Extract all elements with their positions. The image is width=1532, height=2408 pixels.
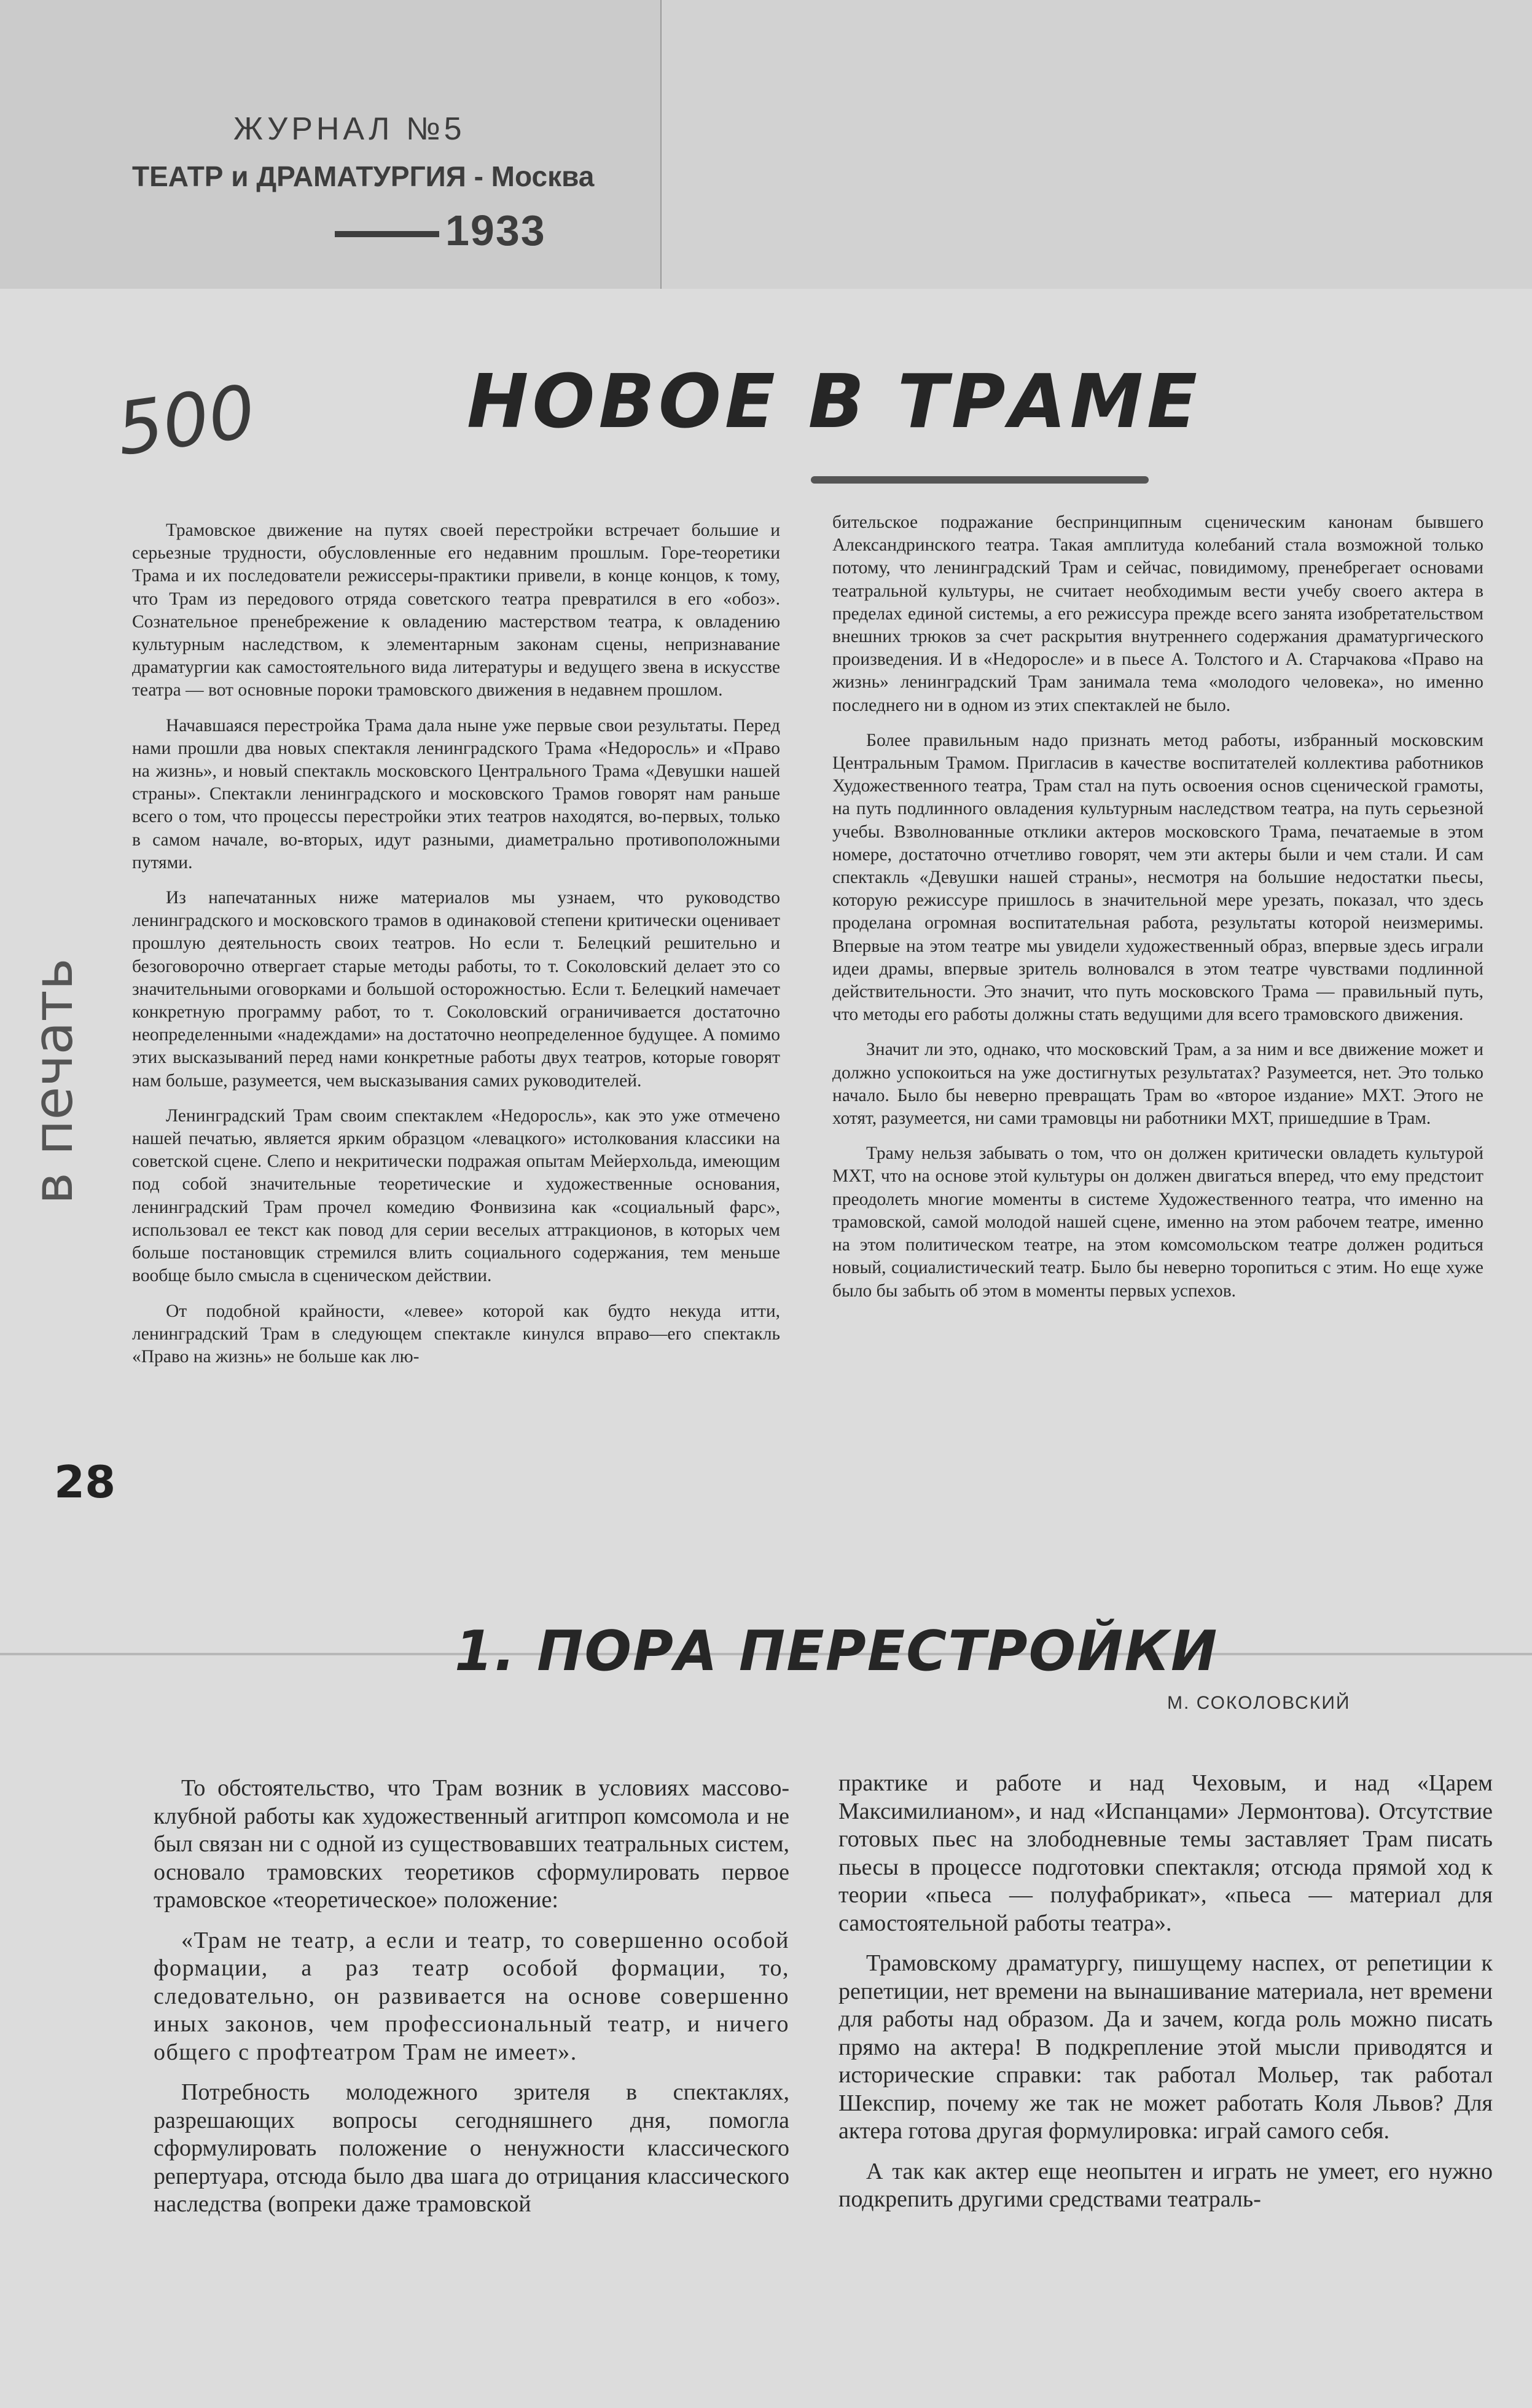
- paragraph: Потребность молодежного зрителя в спектаклях, разрешающих вопросы сегодняшнего дня, помогла сформулировать положение о ненужности классического репертуара, отсюда было два шага до отрицания классического наследства (вопреки даже трамовской: [154, 2079, 789, 2217]
- stamp-year-line: [335, 206, 546, 255]
- intro-column-right: [832, 511, 1483, 1315]
- paragraph: От подобной крайности, «левее» которой как будто некуда итти, ленинградский Трам в следующем спектакле кинулся вправо—его спектакль «Право на жизнь» не больше как лю-: [132, 1301, 780, 1367]
- handwritten-number: 500: [111, 368, 260, 473]
- handwritten-margin-note: в печать: [21, 958, 85, 1204]
- stamp-title-line: ТЕАТР и ДРАМАТУРГИЯ - Москва: [132, 160, 595, 192]
- paragraph: То обстоятельство, что Трам возник в условиях массово-клубной работы как художественный агитпроп комсомола и не был связан ни с одной из существовавших театральных систем, основало трамовских теоретиков сформулировать первое трамовское «теоретическое» положение:: [154, 1775, 789, 1913]
- article-column-left: [154, 1775, 789, 2231]
- paragraph: Значит ли это, однако, что московский Трам, а за ним и все движение может и должно успокоиться на уже достигнутых результатах? Разумеется, нет. Это только начало. Было бы неверно превращать Трам во «второе издание» МХТ. Этого не хотят, разумеется, ни сами трамовцы ни работники МХТ, пришедшие в Трам.: [832, 1040, 1483, 1129]
- stamp-year: 1933: [445, 206, 546, 254]
- paragraph: Начавшаяся перестройка Трама дала ныне уже первые свои результаты. Перед нами прошли два новых спектакля ленинградского Трама «Недоросль» и «Право на жизнь», и новый спектакль московского Центрального Трама «Девушки нашей страны». Спектакли ленинградского и московского Трамов говорят нам раньше всего о том, что процессы перестройки этих театров находятся, во-первых, только в самом начале, во-вторых, идут разными, диаметрально противоположными путями.: [132, 715, 780, 873]
- page-title: НОВОЕ В ТРАМЕ: [467, 359, 1201, 445]
- paragraph: Траму нельзя забывать о том, что он должен критически овладеть культурой МХТ, что на основе этой культуры он должен двигаться вперед, что ему предстоит преодолеть многие моменты в системе Художественного театра, что именно на трамовской, самой молодой нашей сцене, именно на этом рабочем театре, именно на этом политическом театре, на этом комсомольском театре должен родиться новый, социалистический театр. Было бы неверно торопиться с этим. Но еще хуже было бы забыть об этом в моменты первых успехов.: [832, 1143, 1483, 1301]
- paragraph: Из напечатанных ниже материалов мы узнаем, что руководство ленинградского и московского трамов в одинаковой степени критически оценивает прошлую деятельность своих театров. Но если т. Белецкий решительно и безоговорочно отвергает старые методы работы, то т. Соколовский делает это со значительными оговорками и большой осторожностью. Если т. Белецкий намечает конкретную программу работ, то т. Соколовский ограничивается достаточно неопределенными «надеждами» на достаточно неопределенное будущее. А помимо этих высказываний перед нами конкретные работы двух театров, которые говорят нам больше, разумеется, чем высказывания самих руководителей.: [132, 888, 780, 1091]
- paragraph: А так как актер еще неопытен и играть не умеет, его нужно подкрепить другими средствами театраль-: [838, 2158, 1493, 2212]
- article-column-right: [838, 1770, 1493, 2226]
- paragraph: бительское подражание беспринципным сценическим канонам бывшего Александринского театра. Такая амплитуда колебаний стала возможной только потому, что ленинградский Трам и сейчас, повидимому, пренебрегает основами театральной культуры, не считает необходимым вести учебу своего актера в пределах единой системы, а его режиссура прежде всего занята изобретательством внешних трюков за счет раскрытия внутреннего содержания драматургического произведения. И в «Недоросле» и в пьесе А. Толстого и А. Старчакова «Право на жизнь» ленинградский Трам занимала тема «молодого человека», но именно последнего ни в одном из этих спектаклей не было.: [832, 512, 1483, 715]
- title-underline: [811, 476, 1149, 484]
- paragraph: Более правильным надо признать метод работы, избранный московским Центральным Трамом. Пригласив в качестве воспитателей коллектива работников Художественного театра, Трам стал на путь освоения основ сценической грамоты, на путь подлинного овладения культурным наследством театра, на путь серьезной учебы. Взволнованные отклики актеров московского Трама, печатаемые в этом номере, достаточно отчетливо говорят, чем эти актеры были и чем стали. И сам спектакль «Девушки нашей страны», несмотря на большие недостатки пьесы, которую режиссуре пришлось в значительной мере урезать, показал, что здесь проделана огромная воспитательная работа, результаты которой неизмеримы. Впервые на этом театре мы увидели художественный образ, впервые здесь играли идеи драмы, впервые зритель волновался в этом театре чувствами подлинной действительности. Это значит, что путь московского Трама — правильный путь, что методы его работы должны стать ведущими для всего трамовского движения.: [832, 730, 1483, 1025]
- paragraph: Трамовскому драматургу, пишущему наспех, от репетиции к репетиции, нет времени на вынашивание материала, нет времени для работы над образом. Да и зачем, когда роль можно писать прямо на актера! В подкрепление этой мысли приводятся и исторические справки: так работал Мольер, так работал Шекспир, почему же так не может работать Коля Львов? Для актера готова другая формулировка: играй самого себя.: [838, 1950, 1493, 2144]
- author-byline: М. СОКОЛОВСКИЙ: [1167, 1693, 1351, 1713]
- paragraph: Ленинградский Трам своим спектаклем «Недоросль», как это уже отмечено нашей печатью, является ярким образцом «левацкого» истолкования классики на советской сцене. Слепо и некритически подражая опытам Мейерхольда, имеющим под собой значительные теоретические и художественные основания, ленинградский Трам прочел комедию Фонвизина как «социальный фарс», использовал ее текст как повод для серии веселых аттракционов, в которых чем больше постановщик стремился влить социального содержания, тем меньше вообще было смысла в сценическом действии.: [132, 1105, 780, 1286]
- intro-column-left: [132, 519, 780, 1381]
- page-number: 28: [54, 1456, 116, 1508]
- stamp-journal-line: ЖУРНАЛ №5: [233, 111, 466, 147]
- quote-paragraph: «Трам не театр, а если и театр, то совершенно особой формации, а раз театр особой формации, то, следовательно, он развивается на основе совершенно иных законов, чем профессиональный театр, и ничего общего с профтеатром Трам не имеет».: [154, 1927, 789, 2065]
- section-title: 1. ПОРА ПЕРЕСТРОЙКИ: [455, 1619, 1219, 1684]
- paragraph: Трамовское движение на путях своей перестройки встречает большие и серьезные трудности, обусловленные его недавним прошлым. Горе-теоретики Трама и их последователи режиссеры-практики привели, в конце концов, к тому, что Трам из передового отряда советского театра превратился в его «обоз». Сознательное пренебрежение к овладению мастерством театра, к овладению культурным наследством, к элементарным законам сцены, непризнавание драматургии как самостоятельного вида литературы и ведущего звена в искусстве театра — вот основные пороки трамовского движения в недавнем прошлом.: [132, 520, 780, 700]
- stamp-dash: [335, 231, 439, 237]
- paragraph: практике и работе и над Чеховым, и над «Царем Максимилианом», и над «Испанцами» Лермонтова). Отсутствие готовых пьес на злободневные темы заставляет Трам писать пьесы в процессе подготовки спектакля; отсюда прямой ход к теории «пьеса — полуфабрикат», «пьеса — материал для самостоятельной работы театра».: [838, 1770, 1493, 1936]
